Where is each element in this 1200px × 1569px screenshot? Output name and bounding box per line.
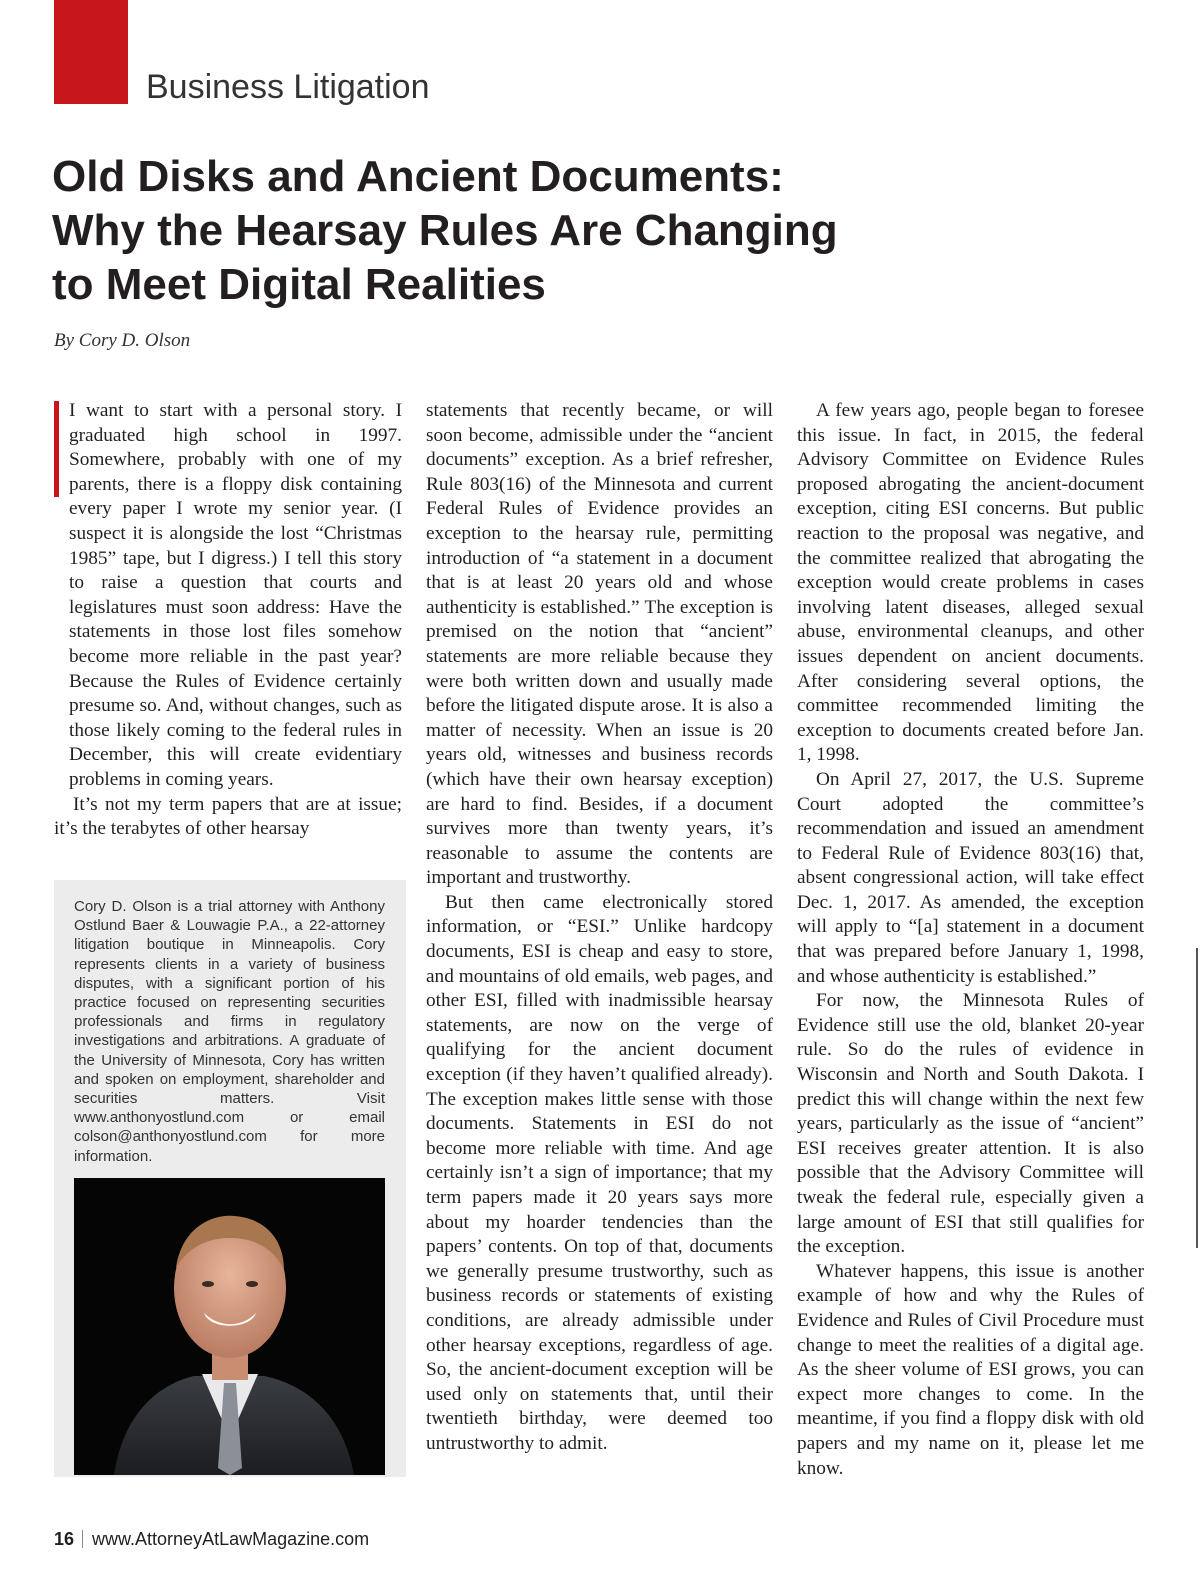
page-number: 16 <box>54 1529 75 1549</box>
drop-cap-letter: I <box>69 400 76 421</box>
page-footer <box>54 1529 369 1550</box>
page-edge-rule <box>1196 948 1198 1248</box>
paragraph: It’s not my term papers that are at issue; it’s the terabytes of other hearsay <box>54 793 402 840</box>
section-label: Business Litigation <box>146 68 430 106</box>
article-title-line-2: Why the Hearsay Rules Are Changing <box>52 206 838 255</box>
footer-divider <box>82 1530 83 1548</box>
paragraph: A few years ago, people began to foresee this issue. In fact, in 2015, the federal Advisory Committee on Evidence Rules proposed abrogating the ancient-document exception, citing ESI concerns. But public reaction to the proposal was negative, and the committee realized that abrogating the exception would create problems in cases involving latent diseases, alleged sexual abuse, environmental cleanups, and other issues dependent on ancient documents. After considering several options, the committee recommended limiting the exception to documents created before Jan. 1, 1998. <box>797 400 1144 766</box>
paragraph: statements that recently became, or will soon become, admissible under the “ancient documents” exception. As a brief refresher, Rule 803(16) of the Minnesota and current Federal Rules of Evidence provides an exception to the hearsay rule, permitting introduction of “a statement in a document that is at least 20 years old and whose authenticity is established.” The exception is premised on the notion that “ancient” statements are more reliable because they were both written down and usually made before the litigated dispute arose. It is also a matter of necessity. When an issue is 20 years old, witnesses and business records (which have their own hearsay exception) are hard to find. Besides, if a document survives more than twenty years, it’s reasonable to assume the contents are important and trustworthy. <box>426 400 773 889</box>
article-title-line-3: to Meet Digital Realities <box>52 260 546 309</box>
byline: By Cory D. Olson <box>54 330 191 351</box>
section-accent-block <box>54 0 128 104</box>
article-column-1 <box>54 399 402 842</box>
paragraph: But then came electronically stored information, or “ESI.” Unlike hardcopy documents, ESI is cheap and easy to store, and mountains of old emails, web pages, and other ESI, filled with inadmissible hearsay statements, are now on the verge of qualifying for the ancient document exception (if they haven’t qualified already). The exception makes little sense with those documents. Statements in ESI do not become more reliable with time. And age certainly isn’t a sign of importance; that my term papers made it 20 years says more about my hoarder tendencies than the papers’ contents. On top of that, documents we generally presume trustworthy, such as business records or statements of existing conditions, are already admissible under other hearsay exceptions, regardless of age. So, the ancient-document exception will be used only on statements that, until their twentieth birthday, were deemed too untrustworthy to admit. <box>426 891 773 1454</box>
author-bio-text: Cory D. Olson is a trial attorney with Anthony Ostlund Baer & Louwagie P.A., a 22-attorney litigation boutique in Minneapolis. Cory represents clients in a variety of business disputes, with a significant portion of his practice focused on representing securities professionals and firms in regulatory investigations and arbitrations. A graduate of the University of Minnesota, Cory has written and spoken on employment, shareholder and securities matters. Visit www.anthonyostlund.com or email colson@anthonyostlund.com for more information. <box>74 898 385 1165</box>
author-portrait-icon <box>74 1178 385 1475</box>
footer-url: www.AttorneyAtLawMagazine.com <box>92 1529 370 1549</box>
paragraph-intro-text: want to start with a personal story. I graduated high school in 1997. Somewhere, probably with one of my parents, there is a floppy disk containing every paper I wrote my senior year. (I suspect it is alongside the lost “Christmas 1985” tape, but I digress.) I tell this story to raise a question that courts and legislatures must soon address: Have the statements in those lost files somehow become more reliable in the past year? Because the Rules of Evidence certainly presume so. And, without changes, such as those likely coming to the federal rules in December, this will create evidentiary problems in coming years. <box>69 400 402 790</box>
paragraph: For now, the Minnesota Rules of Evidence still use the old, blanket 20-year rule. So do the rules of evidence in Wisconsin and North and South Dakota. I predict this will change within the next few years, particularly as the issue of “ancient” ESI receives greater attention. It is also possible that the Advisory Committee will tweak the federal rule, especially given a large amount of ESI that still qualifies for the exception. <box>797 990 1144 1258</box>
paragraph: Whatever happens, this issue is another example of how and why the Rules of Evidence and Rules of Civil Procedure must change to meet the realities of a digital age. As the sheer volume of ESI grows, you can expect more changes to come. In the meantime, if you find a floppy disk with old papers and my name on it, please let me know. <box>797 1260 1144 1479</box>
paragraph: On April 27, 2017, the U.S. Supreme Court adopted the committee’s recommendation and issued an amendment to Federal Rule of Evidence 803(16) that, absent congressional action, will take effect Dec. 1, 2017. As amended, the exception will apply to “[a] statement in a document that was prepared before January 1, 1998, and whose authenticity is established.” <box>797 768 1144 987</box>
paragraph-intro <box>54 399 402 793</box>
article-column-2 <box>426 399 773 1457</box>
article-title <box>52 150 1012 312</box>
article-title-line-1: Old Disks and Ancient Documents: <box>52 152 784 201</box>
article-column-3 <box>797 399 1144 1481</box>
